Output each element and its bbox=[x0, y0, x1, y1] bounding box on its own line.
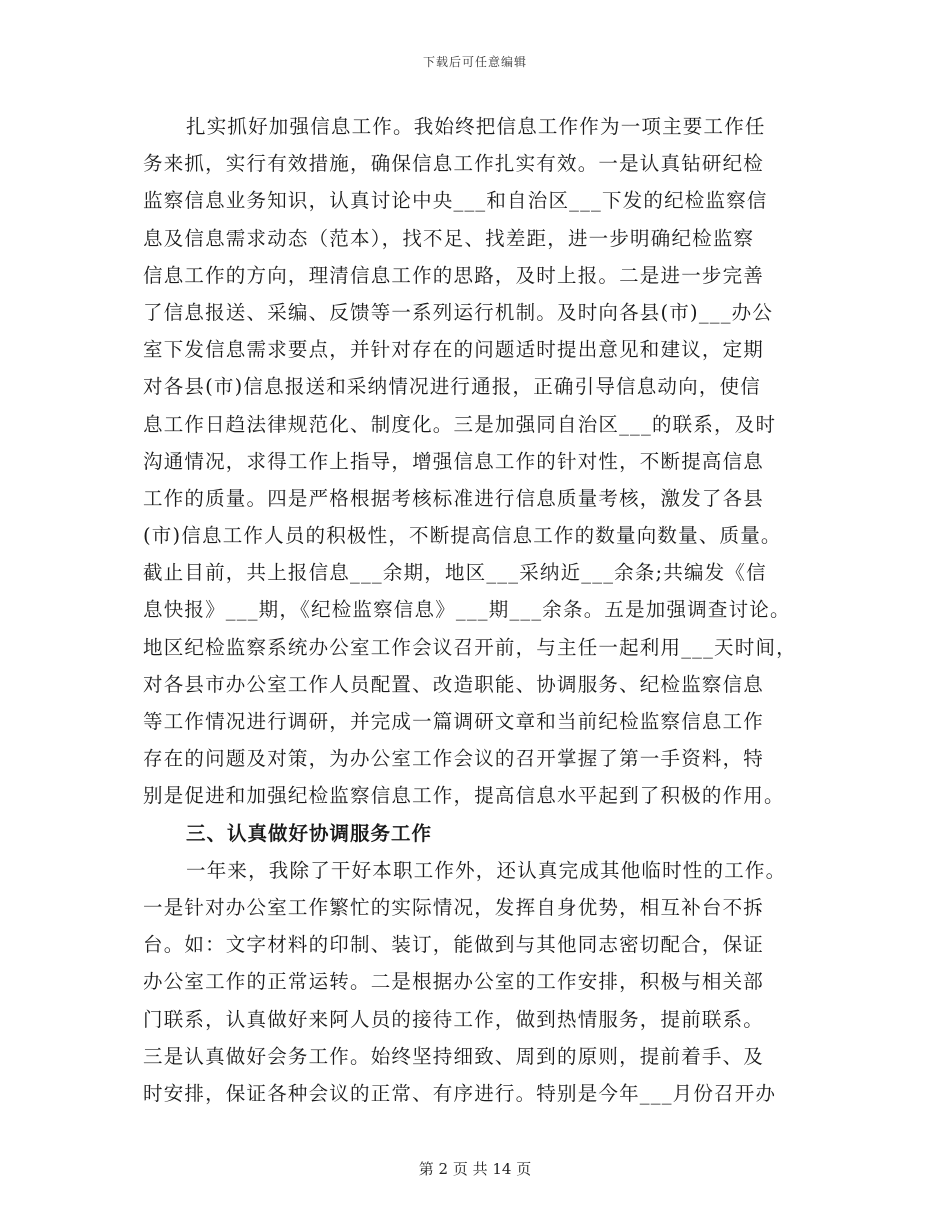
page-footer: 第 2 页 共 14 页 bbox=[418, 1160, 532, 1178]
text-line: 工作的质量。四是严格根据考核标准进行信息质量考核，激发了各县 bbox=[143, 486, 765, 510]
text-line: 三是认真做好会务工作。始终坚持细致、周到的原则，提前着手、及 bbox=[143, 1044, 765, 1068]
text-line: 一年来，我除了干好本职工作外，还认真完成其他临时性的工作。 bbox=[186, 858, 787, 882]
section-heading: 三、认真做好协调服务工作 bbox=[186, 821, 433, 845]
text-line: 等工作情况进行调研，并完成一篇调研文章和当前纪检监察信息工作 bbox=[143, 710, 765, 733]
text-line: 息及信息需求动态（范本），找不足、找差距，进一步明确纪检监察 bbox=[143, 226, 755, 250]
text-line: 监察信息业务知识，认真讨论中央___和自治区___下发的纪检监察信 bbox=[143, 189, 768, 213]
text-line: 别是促进和加强纪检监察信息工作，提高信息水平起到了积极的作用。 bbox=[143, 784, 785, 808]
text-line: 台。如：文字材料的印制、装订，能做到与其他同志密切配合，保证 bbox=[143, 933, 765, 957]
text-line: 息快报》___期，《纪检监察信息》___期___余条。五是加强调查讨论。 bbox=[143, 598, 791, 622]
text-line: 息工作日趋法律规范化、制度化。三是加强同自治区___的联系，及时 bbox=[143, 412, 777, 436]
text-line: 时安排，保证各种会议的正常、有序进行。特别是今年___月份召开办 bbox=[143, 1081, 777, 1105]
document-body bbox=[143, 108, 808, 1112]
text-line: 办公室工作的正常运转。二是根据办公室的工作安排，积极与相关部 bbox=[143, 970, 765, 994]
text-line: 一是针对办公室工作繁忙的实际情况，发挥自身优势，相互补台不拆 bbox=[143, 895, 765, 919]
text-line: 存在的问题及对策，为办公室工作会议的召开掌握了第一手资料，特 bbox=[143, 747, 765, 771]
text-line: 了信息报送、采编、反馈等一系列运行机制。及时向各县(市)___办公 bbox=[143, 300, 774, 324]
text-line: 室下发信息需求要点，并针对存在的问题适时提出意见和建议，定期 bbox=[143, 338, 765, 362]
text-line: 务来抓，实行有效措施，确保信息工作扎实有效。一是认真钻研纪检 bbox=[143, 152, 765, 176]
text-line: 对各县市办公室工作人员配置、改造职能、协调服务、纪检监察信息 bbox=[143, 672, 765, 696]
page-header: 下载后可任意编辑 bbox=[422, 55, 527, 69]
text-line: 截止目前，共上报信息___余期，地区___采纳近___余条;共编发《信 bbox=[143, 561, 767, 585]
text-line: 门联系，认真做好来阿人员的接待工作，做到热情服务，提前联系。 bbox=[143, 1007, 765, 1031]
text-line: (市)信息工作人员的积极性，不断提高信息工作的数量向数量、质量。 bbox=[143, 524, 782, 548]
text-line: 沟通情况，求得工作上指导，增强信息工作的针对性，不断提高信息 bbox=[143, 449, 765, 473]
text-line: 地区纪检监察系统办公室工作会议召开前，与主任一起利用___天时间， bbox=[143, 635, 797, 659]
text-line: 对各县(市)信息报送和采纳情况进行通报，正确引导信息动向，使信 bbox=[143, 375, 761, 399]
text-line: 扎实抓好加强信息工作。我始终把信息工作作为一项主要工作任 bbox=[186, 115, 766, 138]
text-line: 信息工作的方向，理清信息工作的思路，及时上报。二是进一步完善 bbox=[143, 263, 765, 287]
